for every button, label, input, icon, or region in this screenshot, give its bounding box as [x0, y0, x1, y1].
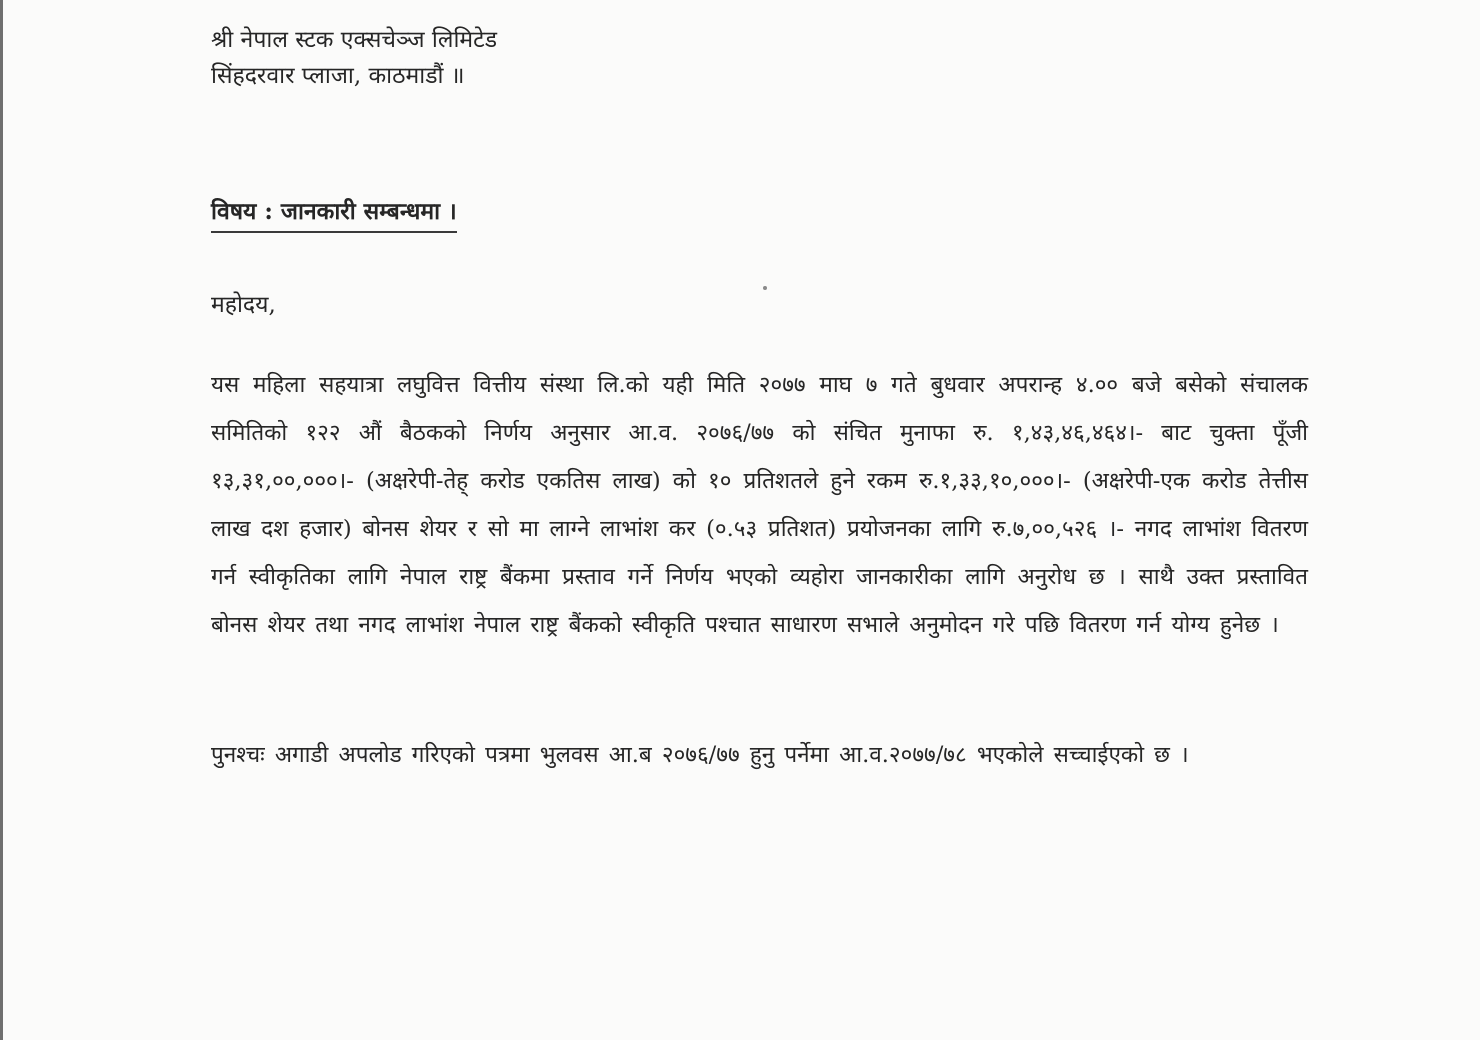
recipient-name: श्री नेपाल स्टक एक्सचेञ्ज लिमिटेड [211, 27, 498, 53]
letter [211, 22, 1308, 775]
subject-line: विषय : जानकारी सम्बन्धमा । [211, 196, 457, 233]
recipient-location: सिंहदरवार प्लाजा, काठमाडौं ॥ [211, 63, 465, 89]
letter-body: यस महिला सहयात्रा लघुवित्त वित्तीय संस्था लि.को यही मिति २०७७ माघ ७ गते बुधवार अपरान्ह ४.०० बजे बसेको संचालक समितिको १२२ औं बैठकको निर्णय अनुसार आ.व. २०७६/७७ को संचित मुनाफा रु. १,४३,४६,४६४।- बाट चुक्ता पूँजी १३,३१,००,०००।- (अक्षरेपी-तेह् करोड एकतिस लाख) को १० प्रतिशतले हुने रकम रु.१,३३,१०,०००।- (अक्षरेपी-एक करोड तेत्तीस लाख दश हजार) बोनस शेयर र सो मा लाग्ने लाभांश कर (०.५३ प्रतिशत) प्रयोजनका लागि रु.७,००,५२६ ।- नगद लाभांश वितरण गर्न स्वीकृतिका लागि नेपाल राष्ट्र बैंकमा प्रस्ताव गर्ने निर्णय भएको व्यहोरा जानकारीका लागि अनुरोध छ । साथै उक्त प्रस्तावित बोनस शेयर तथा नगद लाभांश नेपाल राष्ट्र बैंकको स्वीकृति पश्चात साधारण सभाले अनुमोदन गरे पछि वितरण गर्न योग्य हुनेछ । [211, 372, 1308, 638]
page-edge [0, 0, 3, 1040]
postscript: पुनश्चः अगाडी अपलोड गरिएको पत्रमा भुलवस आ.ब २०७६/७७ हुनु पर्नेमा आ.व.२०७७/७८ भएकोले सच्चाईएको छ । [211, 742, 1189, 768]
salutation: महोदय, [211, 292, 276, 318]
recipient-address [211, 22, 1308, 94]
